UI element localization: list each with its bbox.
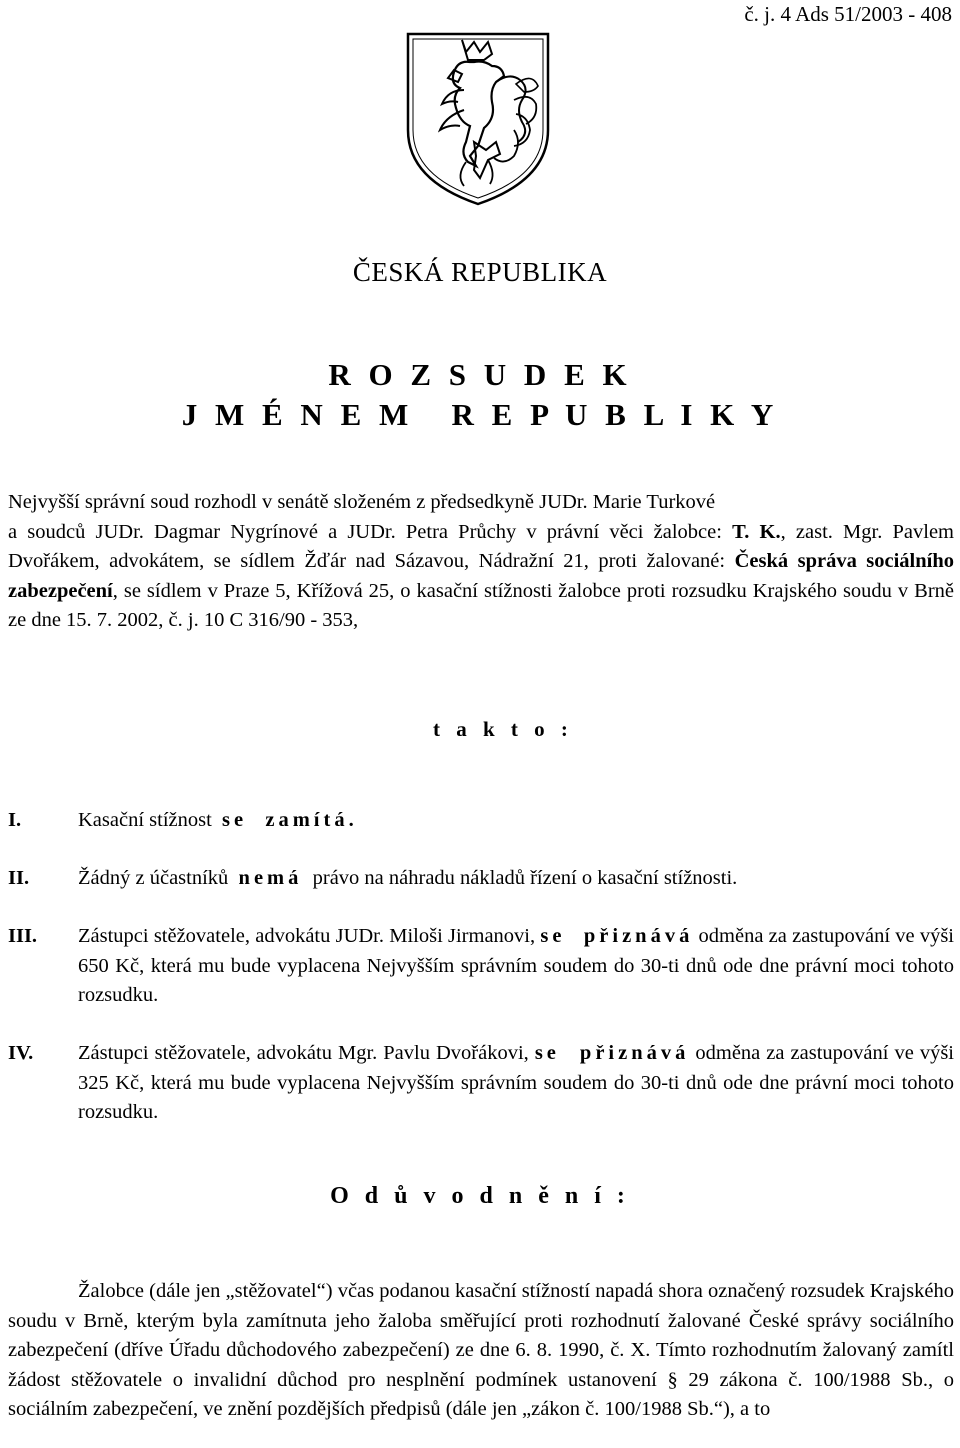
item-text: Zástupci stěžovatele, advokátu Mgr. Pavlu Dvořákovi, bbox=[78, 1042, 535, 1064]
intro-part-4: , se sídlem v Praze 5, Křížová 25, o kasační stížnosti žalobce proti rozsudku Krajského soudu v Brně ze dne 15. 7. 2002, č. j. 10 C 316/90 - 353, bbox=[8, 579, 954, 631]
item-number: III. bbox=[8, 925, 38, 947]
item-emphasis: se zamítá. bbox=[222, 809, 358, 831]
item-text-after: odměna za zastupování ve výši 325 Kč, která mu bude vyplacena Nejvyšším správním soudem do 30-ti dnů ode dne právní moci tohoto rozsudku. bbox=[78, 1042, 954, 1123]
item-emphasis: nemá bbox=[238, 867, 303, 889]
intro-part-3: , zast. Mgr. Pavlem Dvořákem, advokátem, se sídlem Žďár nad Sázavou, Nádražní 21, proti žalované: bbox=[8, 520, 954, 572]
ruling-item bbox=[8, 922, 954, 1011]
ruling-item bbox=[8, 806, 954, 836]
ruling-item bbox=[8, 1039, 954, 1128]
ruling-item bbox=[8, 864, 954, 894]
reasons-heading: O d ů v o d n ě n í : bbox=[330, 1183, 630, 1209]
item-emphasis: se přiznává bbox=[540, 925, 694, 947]
item-text: Žádný z účastníků bbox=[78, 867, 239, 889]
intro-line-1: Nejvyšší správní soud rozhodl v senátě složeném z předsedkyně JUDr. Marie Turkové bbox=[8, 491, 716, 513]
item-number: I. bbox=[8, 809, 22, 831]
item-text-after: odměna za zastupování ve výši 650 Kč, která mu bude vyplacena Nejvyšším správním soudem do 30-ti dnů ode dne právní moci tohoto rozsudku. bbox=[78, 925, 954, 1006]
reasons-paragraph bbox=[8, 1277, 954, 1425]
verdict-title: R O Z S U D E K bbox=[328, 357, 632, 392]
intro-paragraph bbox=[8, 488, 954, 636]
country-heading: ČESKÁ REPUBLIKA bbox=[352, 257, 608, 287]
verdict-subtitle: J M É N E M R E P U B L I K Y bbox=[181, 397, 779, 432]
case-reference: č. j. 4 Ads 51/2003 - 408 bbox=[744, 2, 952, 26]
item-text: Kasační stížnost bbox=[78, 809, 223, 831]
item-emphasis: se přiznává bbox=[534, 1042, 690, 1064]
defendant-name: Česká správa sociálního zabezpečení bbox=[8, 550, 955, 602]
intro-part-2: a soudců JUDr. Dagmar Nygrínové a JUDr. Petra Průchy v právní věci žalobce: bbox=[8, 520, 733, 543]
item-text: Zástupci stěžovatele, advokátu JUDr. Miloši Jirmanovi, bbox=[78, 925, 541, 947]
czech-coat-of-arms-icon bbox=[404, 30, 552, 208]
item-text-after: právo na náhradu nákladů řízení o kasační stížnosti. bbox=[302, 867, 738, 889]
item-number: II. bbox=[8, 867, 30, 889]
item-number: IV. bbox=[8, 1042, 34, 1064]
plaintiff-name: T. K. bbox=[732, 520, 781, 543]
reasons-text: Žalobce (dále jen „stěžovatel“) včas podanou kasační stížností napadá shora označený rozsudek Krajského soudu v Brně, kterým byla zamítnuta jeho žaloba směřující proti rozhodnutí žalované České správy sociálního zabezpečení (dříve Úřadu důchodového zabezpečení) ze dne 6. 8. 1990, č. X. Tímto rozhodnutím žalovaný zamítl žádost stěžovatele o invalidní důchod pro nesplnění podmínek ustanovení § 29 zákona č. 100/1988 Sb., o sociálním zabezpečení, ve znění pozdějších předpisů (dále jen „zákon č. 100/1988 Sb.“), a to bbox=[8, 1280, 954, 1420]
verdict-heading bbox=[0, 355, 960, 435]
takto-heading: t a k t o : bbox=[433, 717, 574, 741]
